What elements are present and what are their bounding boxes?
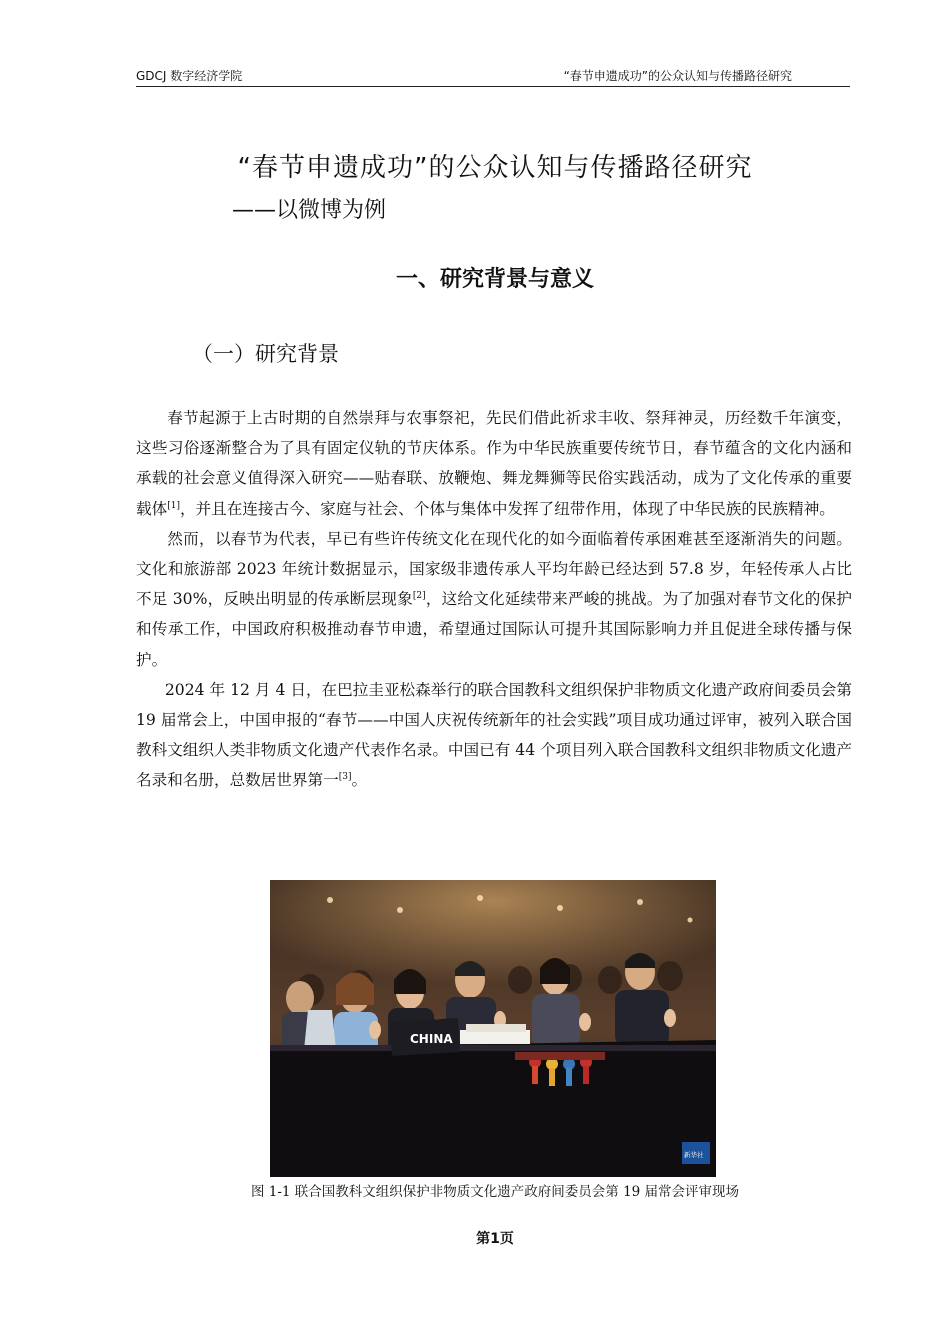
figure-photo xyxy=(270,880,716,1177)
body-text xyxy=(136,403,852,796)
photo-watermark: 新华社 xyxy=(684,1151,704,1159)
header-left-text: GDCJ 数字经济学院 xyxy=(136,69,243,83)
paragraph-1: 春节起源于上古时期的自然崇拜与农事祭祀，先民们借此祈求丰收、祭拜神灵，历经数千年演变，这些习俗逐渐整合为了具有固定仪轨的节庆体系。作为中华民族重要传统节日，春节蕴含的文化内涵和承载的社会意义值得深入研究——贴春联、放鞭炮、舞龙舞狮等民俗实践活动，成为了文化传承的重要载体[1]，并且在连接古今、家庭与社会、个体与集体中发挥了纽带作用，体现了中华民族的民族精神。 xyxy=(136,409,852,518)
conference-photo-illustration xyxy=(270,880,716,1177)
page-number: 第1页 xyxy=(476,1231,514,1247)
paragraph-2: 然而，以春节为代表，早已有些许传统文化在现代化的如今面临着传承困难甚至逐渐消失的问题。文化和旅游部 2023 年统计数据显示，国家级非遗传承人平均年龄已经达到 57.8 岁，年轻传承人占比不足 30%，反映出明显的传承断层现象[2]，这给文化延续带来严峻的挑战。为了加强对春节文化的保护和传承工作，中国政府积极推动春节申遗，希望通过国际认可提升其国际影响力并且促进全球传播与保护。 xyxy=(136,529,852,669)
citation-2[interactable]: [2] xyxy=(412,591,426,602)
paragraph-3: 2024 年 12 月 4 日，在巴拉圭亚松森举行的联合国教科文组织保护非物质文化遗产政府间委员会第 19 届常会上，中国申报的“春节——中国人庆祝传统新年的社会实践”项目成功通过评审，被列入联合国教科文组织人类非物质文化遗产代表作名录。中国已有 44 个项目列入联合国教科文组织非物质文化遗产名录和名册，总数居世界第一[3]。 xyxy=(136,680,852,790)
figure-caption: 图 1-1 联合国教科文组织保护非物质文化遗产政府间委员会第 19 届常会评审现场 xyxy=(250,1184,740,1200)
nameplate-label: CHINA xyxy=(410,1032,453,1046)
section-heading: 一、研究背景与意义 xyxy=(395,267,594,292)
citation-3[interactable]: [3] xyxy=(338,772,352,783)
document-title: “春节申遗成功”的公众认知与传播路径研究 xyxy=(237,153,753,183)
document-subtitle: ——以微博为例 xyxy=(232,198,387,223)
header-right-text: “春节申遗成功”的公众认知与传播路径研究 xyxy=(563,69,792,83)
page-header xyxy=(136,66,850,87)
subsection-heading: （一）研究背景 xyxy=(192,342,339,366)
citation-1[interactable]: [1] xyxy=(167,500,180,511)
